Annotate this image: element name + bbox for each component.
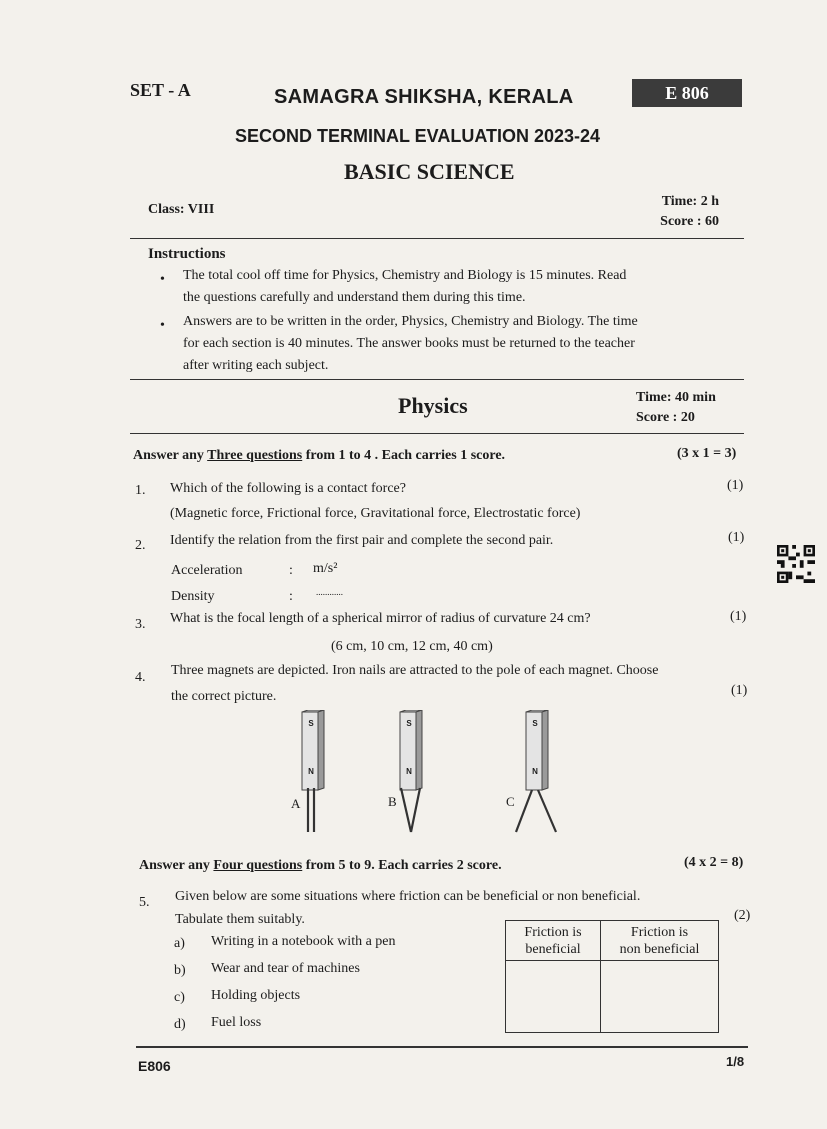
instructions-heading: Instructions	[148, 246, 226, 262]
header-divider	[130, 238, 744, 239]
situation-item: Holding objects	[211, 988, 301, 1003]
part-b-marks: (4 x 2 = 8)	[684, 855, 744, 870]
total-time: Time: 2 h	[661, 194, 719, 209]
part-a-marks: (3 x 1 = 3)	[677, 446, 737, 461]
question-text: What is the focal length of a spherical mirror of radius of curvature 24 cm?	[170, 611, 591, 626]
bullet-icon: •	[160, 318, 165, 333]
section-divider	[130, 433, 744, 434]
exam-title: SECOND TERMINAL EVALUATION 2023-24	[235, 126, 601, 146]
section-title: Physics	[398, 393, 468, 418]
item-letter: a)	[174, 936, 185, 951]
part-b-instruction: Answer any Four questions from 5 to 9. Each carries 2 score.	[139, 858, 502, 873]
item-letter: c)	[174, 990, 185, 1005]
part-a-instruction: Answer any Three questions from 1 to 4 . Each carries 1 score.	[133, 448, 506, 463]
organization-title: SAMAGRA SHIKSHA, KERALA	[274, 86, 574, 108]
pole-label: N	[406, 767, 412, 776]
pole-label: N	[308, 767, 314, 776]
question-number: 2.	[135, 538, 146, 553]
pole-label: S	[532, 719, 538, 728]
instruction-item: The total cool off time for Physics, Chemistry and Biology is 15 minutes. Read the questions carefully and understand them during this time.	[183, 268, 627, 305]
question-mark: (1)	[730, 609, 747, 624]
class-label: Class: VIII	[148, 202, 215, 217]
pole-label: N	[532, 767, 538, 776]
footer-divider	[136, 1046, 748, 1048]
instructions-divider	[130, 379, 744, 380]
answer-cell	[506, 961, 601, 1033]
friction-table	[505, 920, 719, 1033]
pole-label: S	[308, 719, 314, 728]
pair-label: Density	[171, 589, 215, 604]
qr-code-icon	[777, 545, 815, 583]
magnet-figure-a	[280, 710, 340, 840]
question-number: 5.	[139, 895, 150, 910]
table-header: Friction is beneficial	[506, 921, 601, 961]
instruction-item: Answers are to be written in the order, Physics, Chemistry and Biology. The time for each section is 40 minutes. The answer books must be returned to the teacher after writing each subject.	[183, 314, 638, 373]
paper-code-badge: E 806	[632, 79, 742, 107]
question-number: 4.	[135, 670, 146, 685]
question-options: (Magnetic force, Frictional force, Gravitational force, Electrostatic force)	[170, 506, 581, 521]
situation-item: Fuel loss	[211, 1015, 262, 1030]
total-score: Score : 60	[660, 214, 719, 229]
pole-label: S	[406, 719, 412, 728]
table-header: Friction is non beneficial	[601, 921, 719, 961]
question-mark: (2)	[734, 908, 751, 923]
section-score: Score : 20	[636, 410, 695, 425]
pair-separator: :	[289, 589, 293, 604]
page-number: 1/8	[726, 1054, 745, 1069]
question-options: (6 cm, 10 cm, 12 cm, 40 cm)	[331, 639, 493, 654]
section-time: Time: 40 min	[636, 390, 716, 405]
figure-label: A	[291, 796, 301, 811]
magnet-figure-c	[506, 710, 566, 840]
bullet-icon: •	[160, 272, 165, 287]
answer-cell	[601, 961, 719, 1033]
question-number: 1.	[135, 483, 146, 498]
question-text: Which of the following is a contact force?	[170, 481, 406, 496]
question-text: Tabulate them suitably.	[175, 912, 305, 927]
question-number: 3.	[135, 617, 146, 632]
pair-value: m/s²	[313, 561, 338, 576]
pair-separator: :	[289, 563, 293, 578]
situation-item: Wear and tear of machines	[211, 961, 360, 976]
question-text: Identify the relation from the first pair and complete the second pair.	[170, 533, 554, 548]
pair-label: Acceleration	[171, 563, 243, 578]
set-label: SET - A	[130, 80, 191, 100]
subject-title: BASIC SCIENCE	[344, 159, 515, 184]
item-letter: d)	[174, 1017, 186, 1032]
answer-blank: ............	[316, 587, 343, 597]
magnet-figure-b	[384, 710, 444, 840]
question-mark: (1)	[727, 478, 744, 493]
question-text: Three magnets are depicted. Iron nails are attracted to the pole of each magnet. Choose	[171, 663, 659, 678]
situation-item: Writing in a notebook with a pen	[211, 934, 396, 949]
footer-paper-code: E806	[138, 1058, 171, 1074]
figure-label: C	[506, 794, 515, 809]
question-mark: (1)	[728, 530, 745, 545]
item-letter: b)	[174, 963, 186, 978]
question-text: the correct picture.	[171, 689, 277, 704]
question-text: Given below are some situations where friction can be beneficial or non beneficial.	[175, 889, 641, 904]
figure-label: B	[388, 794, 397, 809]
question-mark: (1)	[731, 683, 748, 698]
